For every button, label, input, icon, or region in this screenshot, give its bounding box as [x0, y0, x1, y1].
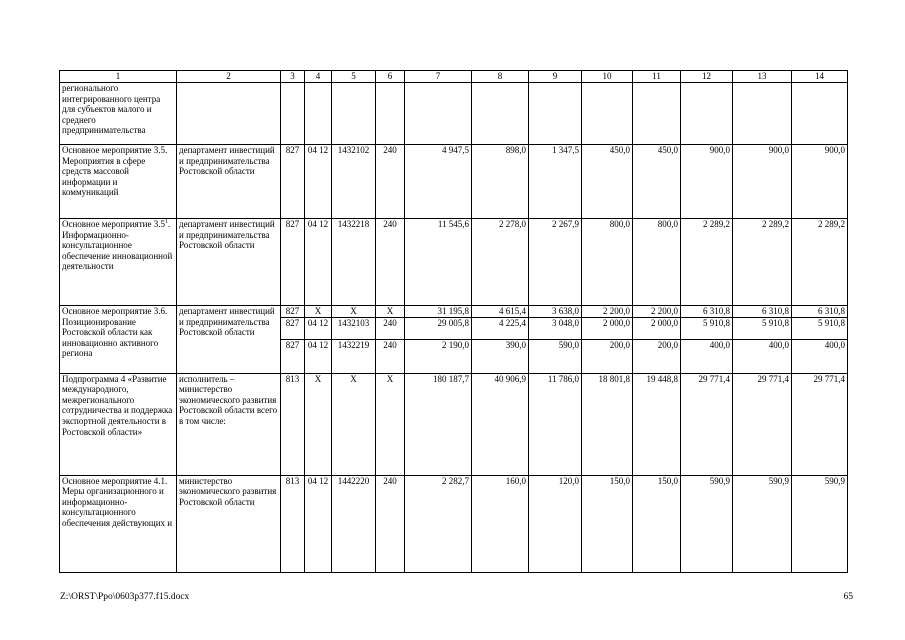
amount-cell: 2 200,0	[633, 306, 681, 318]
section-code: 04 12	[305, 145, 332, 219]
table-row	[60, 219, 848, 306]
budget-table	[59, 70, 848, 573]
section-code: 04 12	[305, 339, 332, 373]
column-number-row	[60, 71, 848, 83]
amount-cell: 590,9	[733, 475, 792, 572]
amount-cell: 120,0	[529, 475, 582, 572]
amount-cell: 5 910,8	[681, 317, 733, 339]
col-header: 3	[281, 71, 305, 83]
amount-cell: 29 771,4	[733, 373, 792, 475]
measure-name: Основное мероприятие 3.6. Позиционирование Ростовской области как инновационно активного региона	[60, 306, 177, 374]
expense-type: Х	[376, 373, 405, 475]
file-path: Z:\ORST\Ppo\0603p377.f15.docx	[60, 592, 190, 602]
amount-cell: 18 801,8	[582, 373, 633, 475]
grbs-code: 813	[281, 475, 305, 572]
amount-cell: 180 187,7	[405, 373, 472, 475]
col-header: 5	[332, 71, 376, 83]
amount-cell: 2 278,0	[472, 219, 529, 306]
amount-cell: 2 190,0	[405, 339, 472, 373]
table-row	[60, 475, 848, 572]
amount-cell: 4 947,5	[405, 145, 472, 219]
expense-type: 240	[376, 145, 405, 219]
executor: департамент инвестиций и предпринимательства Ростовской области	[177, 145, 281, 219]
amount-cell: 400,0	[733, 339, 792, 373]
amount-cell: 5 910,8	[733, 317, 792, 339]
amount-cell: 390,0	[472, 339, 529, 373]
section-code: 04 12	[305, 475, 332, 572]
amount-cell: 2 289,2	[792, 219, 848, 306]
amount-cell: 5 910,8	[792, 317, 848, 339]
col-header: 8	[472, 71, 529, 83]
executor: департамент инвестиций и предпринимательства Ростовской области	[177, 219, 281, 306]
expense-type: 240	[376, 317, 405, 339]
amount-cell: 1 347,5	[529, 145, 582, 219]
amount-cell: 150,0	[582, 475, 633, 572]
col-header: 13	[733, 71, 792, 83]
grbs-code: 827	[281, 339, 305, 373]
section-code: Х	[305, 373, 332, 475]
col-header: 12	[681, 71, 733, 83]
amount-cell: 2 200,0	[582, 306, 633, 318]
table-row	[60, 145, 848, 219]
amount-cell: 2 000,0	[633, 317, 681, 339]
target-code: 1432218	[332, 219, 376, 306]
amount-cell: 3 638,0	[529, 306, 582, 318]
page-number: 65	[843, 592, 853, 602]
executor: департамент инвестиций и предпринимательства Ростовской области	[177, 306, 281, 374]
target-code: Х	[332, 306, 376, 318]
grbs-code: 813	[281, 373, 305, 475]
amount-cell: 2 267,9	[529, 219, 582, 306]
amount-cell: 6 310,8	[681, 306, 733, 318]
amount-cell: 29 771,4	[681, 373, 733, 475]
subprogram-name: Подпрограмма 4 «Развитие международного, межрегионального сотрудничества и поддержка экспортной деятельности в Ростовской области»	[60, 373, 177, 475]
col-header: 7	[405, 71, 472, 83]
amount-cell: 4 615,4	[472, 306, 529, 318]
section-code: 04 12	[305, 219, 332, 306]
expense-type: 240	[376, 339, 405, 373]
col-header: 2	[177, 71, 281, 83]
amount-cell: 2 282,7	[405, 475, 472, 572]
target-code: 1442220	[332, 475, 376, 572]
col-header: 9	[529, 71, 582, 83]
col-header: 1	[60, 71, 177, 83]
section-code: 04 12	[305, 317, 332, 339]
table-row	[60, 83, 848, 145]
amount-cell: 898,0	[472, 145, 529, 219]
target-code: 1432219	[332, 339, 376, 373]
amount-cell: 590,9	[681, 475, 733, 572]
executor: министерство экономического развития Ростовской области	[177, 475, 281, 572]
amount-cell: 29 005,8	[405, 317, 472, 339]
col-header: 6	[376, 71, 405, 83]
amount-cell: 900,0	[681, 145, 733, 219]
col-header: 4	[305, 71, 332, 83]
grbs-code: 827	[281, 219, 305, 306]
amount-cell: 590,0	[529, 339, 582, 373]
amount-cell: 6 310,8	[792, 306, 848, 318]
expense-type: Х	[376, 306, 405, 318]
grbs-code: 827	[281, 145, 305, 219]
amount-cell: 150,0	[633, 475, 681, 572]
amount-cell: 800,0	[633, 219, 681, 306]
amount-cell: 3 048,0	[529, 317, 582, 339]
expense-type: 240	[376, 475, 405, 572]
amount-cell: 400,0	[792, 339, 848, 373]
amount-cell: 200,0	[633, 339, 681, 373]
amount-cell: 11 545,6	[405, 219, 472, 306]
expense-type: 240	[376, 219, 405, 306]
amount-cell: 590,9	[792, 475, 848, 572]
amount-cell: 2 000,0	[582, 317, 633, 339]
col-header: 14	[792, 71, 848, 83]
amount-cell: 900,0	[733, 145, 792, 219]
measure-name: Основное мероприятие 4.1. Меры организационного и информационно-консультационного обеспечения действующих и	[60, 475, 177, 572]
executor: исполнитель – министерство экономического развития Ростовской области всего в том числе:	[177, 373, 281, 475]
measure-name: регионального интегрированного центра для субъектов малого и среднего предпринимательства	[60, 83, 177, 145]
table-row	[60, 306, 848, 318]
amount-cell: 450,0	[582, 145, 633, 219]
amount-cell: 2 289,2	[733, 219, 792, 306]
amount-cell: 400,0	[681, 339, 733, 373]
section-code: Х	[305, 306, 332, 318]
amount-cell: 200,0	[582, 339, 633, 373]
amount-cell: 900,0	[792, 145, 848, 219]
amount-cell: 11 786,0	[529, 373, 582, 475]
amount-cell: 2 289,2	[681, 219, 733, 306]
target-code: 1432103	[332, 317, 376, 339]
amount-cell: 6 310,8	[733, 306, 792, 318]
grbs-code: 827	[281, 317, 305, 339]
measure-name: Основное мероприятие $3.5^1$. Информационно-консультационное обеспечение инновационной деятельности	[60, 219, 177, 306]
amount-cell: 29 771,4	[792, 373, 848, 475]
amount-cell: 450,0	[633, 145, 681, 219]
amount-cell: 31 195,8	[405, 306, 472, 318]
amount-cell: 800,0	[582, 219, 633, 306]
col-header: 10	[582, 71, 633, 83]
amount-cell: 160,0	[472, 475, 529, 572]
amount-cell: 40 906,9	[472, 373, 529, 475]
measure-name: Основное мероприятие 3.5. Мероприятия в сфере средств массовой информации и коммуникаций	[60, 145, 177, 219]
grbs-code: 827	[281, 306, 305, 318]
target-code: 1432102	[332, 145, 376, 219]
table-row	[60, 373, 848, 475]
col-header: 11	[633, 71, 681, 83]
amount-cell: 19 448,8	[633, 373, 681, 475]
target-code: Х	[332, 373, 376, 475]
amount-cell: 4 225,4	[472, 317, 529, 339]
